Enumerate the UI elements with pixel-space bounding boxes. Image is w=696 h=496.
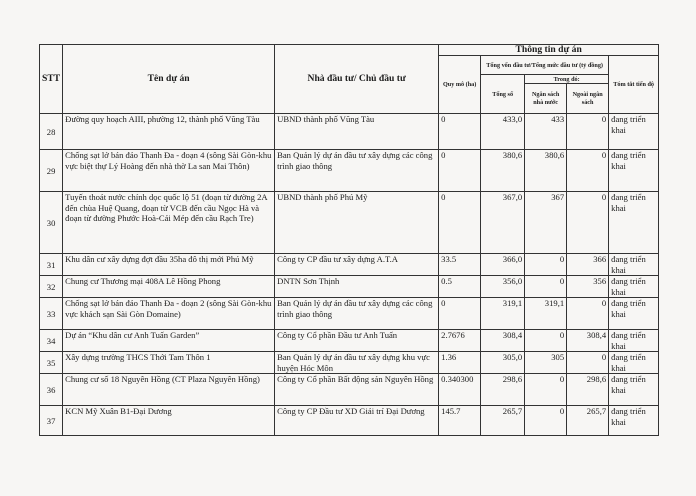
progress-status: đang triển khai xyxy=(609,406,659,436)
project-name: Xây dựng trường THCS Thới Tam Thôn 1 xyxy=(63,352,275,374)
investor-name: Công ty CP Đầu tư XD Giải trí Đại Dương xyxy=(275,406,439,436)
non-state-budget: 0 xyxy=(567,192,609,254)
non-state-budget: 0 xyxy=(567,352,609,374)
header-of-which: Trong đó: xyxy=(525,75,609,84)
investor-name: UBND thành phố Vũng Tàu xyxy=(275,114,439,150)
progress-status: đang triển khai xyxy=(609,276,659,298)
state-budget: 0 xyxy=(525,276,567,298)
progress-status: đang triển khai xyxy=(609,114,659,150)
row-number: 29 xyxy=(40,150,63,192)
area-value: 0.340300 xyxy=(439,374,481,406)
area-value: 0 xyxy=(439,298,481,330)
header-state-budget: Ngân sách nhà nước xyxy=(525,84,567,114)
total-capital: 356,0 xyxy=(481,276,525,298)
row-number: 32 xyxy=(40,276,63,298)
area-value: 2.7676 xyxy=(439,330,481,352)
project-name: Chung cư số 18 Nguyên Hồng (CT Plaza Nguyên Hồng) xyxy=(63,374,275,406)
row-number: 28 xyxy=(40,114,63,150)
table-row xyxy=(40,352,659,374)
total-capital: 319,1 xyxy=(481,298,525,330)
progress-status: đang triển khai xyxy=(609,298,659,330)
header-project-name: Tên dự án xyxy=(63,45,275,114)
progress-status: đang triển khai xyxy=(609,374,659,406)
non-state-budget: 265,7 xyxy=(567,406,609,436)
table-row xyxy=(40,254,659,276)
state-budget: 305 xyxy=(525,352,567,374)
investor-name: DNTN Sơn Thịnh xyxy=(275,276,439,298)
non-state-budget: 356 xyxy=(567,276,609,298)
header-area: Quy mô (ha) xyxy=(439,56,481,114)
table-row xyxy=(40,298,659,330)
total-capital: 380,6 xyxy=(481,150,525,192)
non-state-budget: 0 xyxy=(567,114,609,150)
non-state-budget: 366 xyxy=(567,254,609,276)
investor-name: Ban Quản lý dự án đầu tư xây dựng các công trình giao thông xyxy=(275,298,439,330)
row-number: 36 xyxy=(40,374,63,406)
state-budget: 0 xyxy=(525,406,567,436)
area-value: 0 xyxy=(439,192,481,254)
project-name: Chống sạt lở bán đảo Thanh Đa - đoạn 2 (sông Sài Gòn-khu vực khách sạn Sài Gòn Domaine) xyxy=(63,298,275,330)
project-name: Khu dân cư xây dựng đợt đầu 35ha đô thị mới Phú Mỹ xyxy=(63,254,275,276)
area-value: 145.7 xyxy=(439,406,481,436)
progress-status: đang triển khai xyxy=(609,254,659,276)
total-capital: 305,0 xyxy=(481,352,525,374)
investor-name: Ban Quản lý dự án đầu tư xây dựng các công trình giao thông xyxy=(275,150,439,192)
table-row xyxy=(40,276,659,298)
header-summary: Tóm tắt tiến độ xyxy=(609,56,659,114)
total-capital: 366,0 xyxy=(481,254,525,276)
state-budget: 0 xyxy=(525,330,567,352)
area-value: 0 xyxy=(439,114,481,150)
progress-status: đang triển khai xyxy=(609,330,659,352)
table-row xyxy=(40,330,659,352)
non-state-budget: 308,4 xyxy=(567,330,609,352)
non-state-budget: 0 xyxy=(567,150,609,192)
state-budget: 0 xyxy=(525,374,567,406)
table-row xyxy=(40,114,659,150)
investor-name: Công ty Cổ phần Bất động sản Nguyên Hồng xyxy=(275,374,439,406)
state-budget: 367 xyxy=(525,192,567,254)
progress-status: đang triển khai xyxy=(609,352,659,374)
total-capital: 308,4 xyxy=(481,330,525,352)
header-stt: STT xyxy=(40,45,63,114)
header-investor: Nhà đầu tư/ Chủ đầu tư xyxy=(275,45,439,114)
row-number: 33 xyxy=(40,298,63,330)
investor-name: Công ty CP đầu tư xây dựng A.T.A xyxy=(275,254,439,276)
total-capital: 433,0 xyxy=(481,114,525,150)
row-number: 31 xyxy=(40,254,63,276)
area-value: 1.36 xyxy=(439,352,481,374)
header-capital: Tổng vốn đầu tư/Tổng mức đầu tư (tỷ đồng) xyxy=(481,56,609,75)
table-row xyxy=(40,406,659,436)
row-number: 37 xyxy=(40,406,63,436)
project-table xyxy=(39,44,659,436)
non-state-budget: 0 xyxy=(567,298,609,330)
non-state-budget: 298,6 xyxy=(567,374,609,406)
total-capital: 265,7 xyxy=(481,406,525,436)
area-value: 0.5 xyxy=(439,276,481,298)
project-name: Chung cư Thương mại 408A Lê Hồng Phong xyxy=(63,276,275,298)
total-capital: 367,0 xyxy=(481,192,525,254)
state-budget: 0 xyxy=(525,254,567,276)
investor-name: Công ty Cổ phần Đầu tư Anh Tuấn xyxy=(275,330,439,352)
project-name: Dự án “Khu dân cư Anh Tuấn Garden” xyxy=(63,330,275,352)
header-non-state-budget: Ngoài ngân sách xyxy=(567,84,609,114)
state-budget: 433 xyxy=(525,114,567,150)
project-name: Chống sạt lở bán đảo Thanh Đa - đoạn 4 (sông Sài Gòn-khu vực biệt thự Lý Hoàng đến nhà thờ La san Mai Thôn) xyxy=(63,150,275,192)
area-value: 0 xyxy=(439,150,481,192)
row-number: 34 xyxy=(40,330,63,352)
state-budget: 319,1 xyxy=(525,298,567,330)
total-capital: 298,6 xyxy=(481,374,525,406)
project-name: KCN Mỹ Xuân B1-Đại Dương xyxy=(63,406,275,436)
project-name: Đường quy hoạch AIII, phường 12, thành phố Vũng Tàu xyxy=(63,114,275,150)
state-budget: 380,6 xyxy=(525,150,567,192)
project-name: Tuyến thoát nước chính dọc quốc lộ 51 (đoạn từ đường 2A đến chùa Huệ Quang, đoạn từ VCB đến cầu Ngọc Hà và đoạn từ đường Phước Hoà-Cái Mép đến cầu Rạch Tre) xyxy=(63,192,275,254)
table-row xyxy=(40,192,659,254)
header-total: Tổng số xyxy=(481,75,525,114)
investor-name: Ban Quản lý dự án đầu tư xây dựng khu vực huyện Hóc Môn xyxy=(275,352,439,374)
progress-status: đang triển khai xyxy=(609,150,659,192)
table-row xyxy=(40,150,659,192)
row-number: 30 xyxy=(40,192,63,254)
row-number: 35 xyxy=(40,352,63,374)
area-value: 33.5 xyxy=(439,254,481,276)
table-row xyxy=(40,374,659,406)
progress-status: đang triển khai xyxy=(609,192,659,254)
investor-name: UBND thành phố Phú Mỹ xyxy=(275,192,439,254)
header-project-info: Thông tin dự án xyxy=(439,45,659,56)
